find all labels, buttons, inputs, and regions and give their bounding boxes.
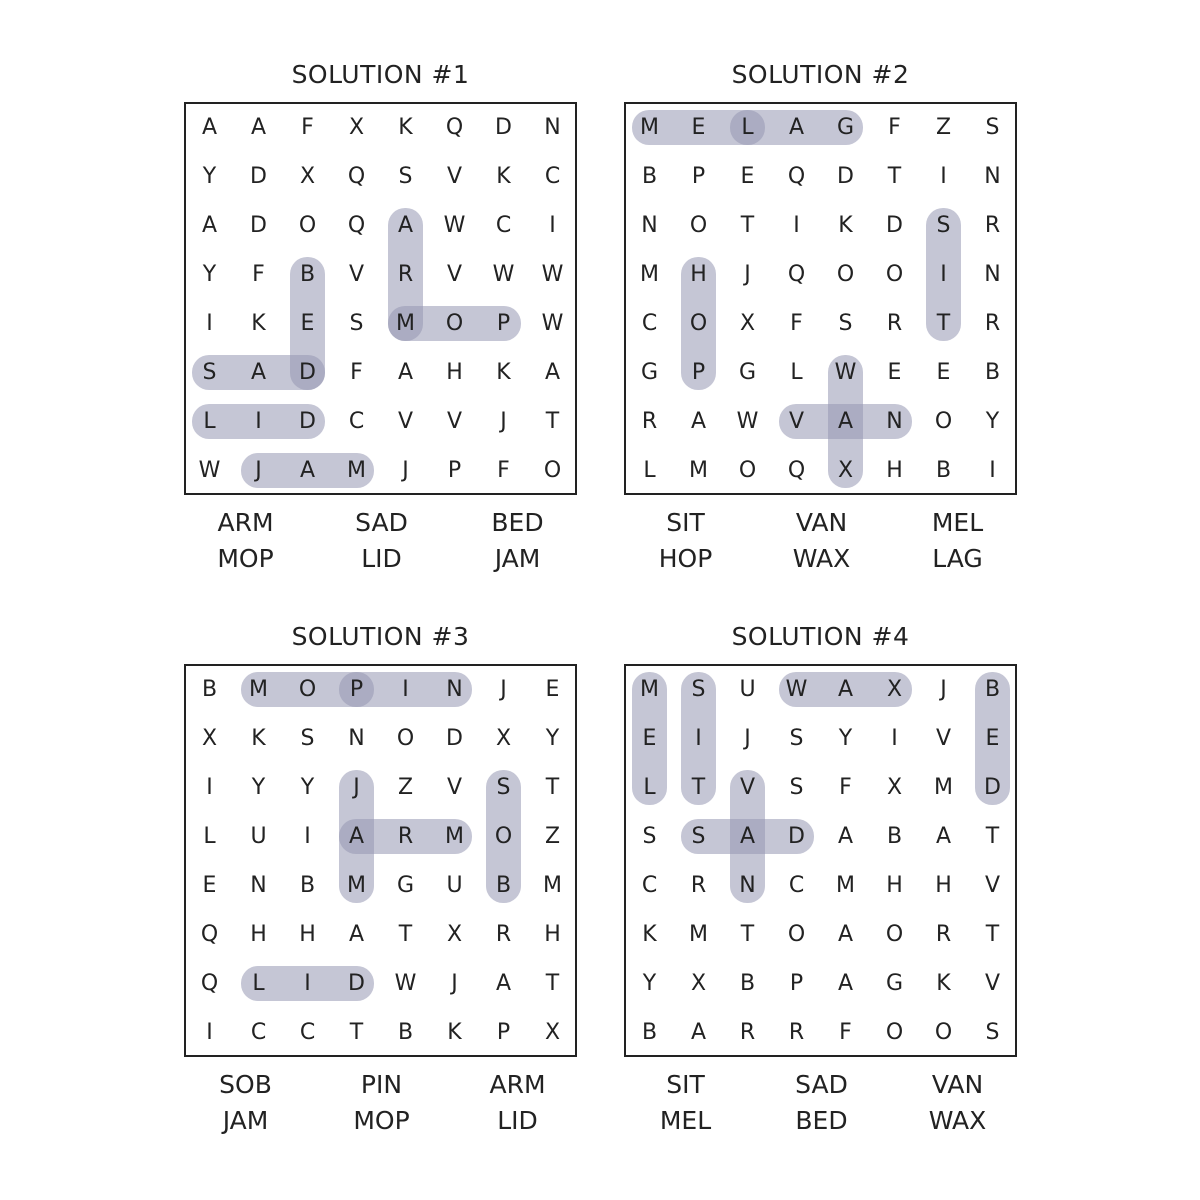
grid-letter[interactable]: Y	[838, 726, 853, 751]
word-list-item: BED	[491, 508, 544, 537]
grid-letter[interactable]: I	[206, 311, 213, 336]
grid-letter[interactable]: A	[837, 922, 854, 947]
word-list-item: SIT	[666, 1070, 705, 1099]
word-list-item: SAD	[795, 1070, 848, 1099]
grid-letter[interactable]: B	[886, 824, 903, 849]
grid-letter[interactable]: J	[451, 971, 458, 996]
grid-letter[interactable]: C	[544, 164, 561, 189]
grid-letter[interactable]: C	[788, 873, 805, 898]
grid-letter[interactable]: R	[641, 409, 658, 434]
word-list-item: SOB	[219, 1070, 272, 1099]
grid-letter[interactable]: S	[398, 164, 413, 189]
grid-letter[interactable]: Z	[544, 824, 561, 849]
grid-letter[interactable]: F	[252, 262, 265, 287]
grid-letter[interactable]: W	[443, 213, 466, 238]
grid-letter[interactable]: D	[299, 409, 316, 434]
grid-letter[interactable]: O	[885, 262, 904, 287]
grid-letter[interactable]: L	[203, 409, 216, 434]
grid-letter[interactable]: T	[545, 409, 560, 434]
grid-letter[interactable]: S	[349, 311, 364, 336]
grid-letter[interactable]: H	[446, 360, 463, 385]
grid-letter[interactable]: S	[936, 213, 951, 238]
grid-letter[interactable]: I	[793, 213, 800, 238]
puzzle-4	[624, 617, 1017, 1157]
grid-letter[interactable]: S	[496, 775, 511, 800]
grid-letter[interactable]: S	[789, 726, 804, 751]
grid-letter[interactable]: K	[496, 360, 511, 385]
grid-letter[interactable]: E	[202, 873, 217, 898]
grid-letter[interactable]: F	[350, 360, 363, 385]
grid-letter[interactable]: O	[689, 213, 708, 238]
puzzle-title: SOLUTION #2	[731, 60, 910, 89]
grid-letter[interactable]: G	[836, 115, 855, 140]
grid-letter[interactable]: X	[837, 458, 854, 483]
grid-letter[interactable]: J	[744, 726, 751, 751]
grid-letter[interactable]: E	[887, 360, 902, 385]
grid-letter[interactable]: M	[934, 775, 953, 800]
grid-letter[interactable]: A	[935, 824, 952, 849]
grid-letter[interactable]: Y	[202, 164, 217, 189]
grid-letter[interactable]: P	[496, 1020, 511, 1045]
grid-letter[interactable]: R	[397, 262, 414, 287]
grid-letter[interactable]: M	[836, 873, 855, 898]
grid-letter[interactable]: R	[495, 922, 512, 947]
grid-letter[interactable]: S	[838, 311, 853, 336]
grid-letter[interactable]: G	[885, 971, 904, 996]
grid-letter[interactable]: L	[741, 115, 754, 140]
grid-letter[interactable]: H	[935, 873, 952, 898]
grid-letter[interactable]: D	[788, 824, 805, 849]
grid-letter[interactable]: S	[985, 1020, 1000, 1045]
grid-letter[interactable]: J	[940, 677, 947, 702]
grid-letter[interactable]: V	[446, 262, 463, 287]
grid-letter[interactable]: A	[250, 360, 267, 385]
grid-letter[interactable]: J	[500, 409, 507, 434]
grid-letter[interactable]: R	[984, 213, 1001, 238]
grid-letter[interactable]: I	[940, 164, 947, 189]
grid-letter[interactable]: N	[250, 873, 267, 898]
grid-letter[interactable]: I	[304, 824, 311, 849]
grid-letter[interactable]: L	[643, 458, 656, 483]
grid-letter[interactable]: O	[298, 677, 317, 702]
grid-letter[interactable]: K	[936, 971, 951, 996]
grid-letter[interactable]: E	[936, 360, 951, 385]
grid-letter[interactable]: E	[740, 164, 755, 189]
grid-letter[interactable]: S	[691, 677, 706, 702]
grid-letter[interactable]: A	[495, 971, 512, 996]
grid-letter[interactable]: Y	[202, 262, 217, 287]
grid-letter[interactable]: H	[886, 873, 903, 898]
grid-letter[interactable]: D	[250, 164, 267, 189]
grid-letter[interactable]: T	[740, 213, 755, 238]
grid-letter[interactable]: P	[691, 164, 706, 189]
grid-letter[interactable]: M	[640, 262, 659, 287]
grid-letter[interactable]: X	[690, 971, 707, 996]
grid-letter[interactable]: B	[495, 873, 512, 898]
word-list	[184, 505, 577, 595]
grid-letter[interactable]: V	[397, 409, 414, 434]
grid-letter[interactable]: B	[984, 360, 1001, 385]
grid-letter[interactable]: X	[299, 164, 316, 189]
grid-letter[interactable]: D	[446, 726, 463, 751]
grid-letter[interactable]: V	[788, 409, 805, 434]
grid-letter[interactable]: W	[736, 409, 759, 434]
word-list-item: WAX	[792, 544, 851, 573]
grid-letter[interactable]: W	[492, 262, 515, 287]
grid-letter[interactable]: W	[541, 262, 564, 287]
grid-letter[interactable]: Y	[300, 775, 315, 800]
grid-letter[interactable]: K	[642, 922, 657, 947]
grid-letter[interactable]: V	[935, 726, 952, 751]
grid-letter[interactable]: O	[885, 1020, 904, 1045]
grid-letter[interactable]: X	[201, 726, 218, 751]
grid-letter[interactable]: U	[250, 824, 267, 849]
grid-letter[interactable]: R	[739, 1020, 756, 1045]
grid-letter[interactable]: Q	[347, 164, 366, 189]
grid-letter[interactable]: W	[394, 971, 417, 996]
grid-letter[interactable]: T	[936, 311, 951, 336]
grid-letter[interactable]: U	[739, 677, 756, 702]
puzzle-2	[624, 55, 1017, 595]
grid-letter[interactable]: M	[249, 677, 268, 702]
grid-letter[interactable]: C	[495, 213, 512, 238]
grid-letter[interactable]: B	[299, 873, 316, 898]
grid-letter[interactable]: D	[837, 164, 854, 189]
grid-letter[interactable]: N	[348, 726, 365, 751]
grid-letter[interactable]: M	[347, 873, 366, 898]
grid-letter[interactable]: V	[446, 409, 463, 434]
grid-letter[interactable]: O	[445, 311, 464, 336]
grid-letter[interactable]: M	[396, 311, 415, 336]
grid-letter[interactable]: B	[984, 677, 1001, 702]
grid-letter[interactable]: I	[255, 409, 262, 434]
grid-letter[interactable]: H	[690, 262, 707, 287]
grid-letter[interactable]: A	[348, 824, 365, 849]
grid-letter[interactable]: O	[396, 726, 415, 751]
grid-letter[interactable]: X	[886, 677, 903, 702]
puzzle-title: SOLUTION #3	[291, 622, 470, 651]
grid-letter[interactable]: O	[689, 311, 708, 336]
grid-letter[interactable]: H	[886, 458, 903, 483]
word-list-item: LID	[497, 1106, 538, 1135]
word-list-item: VAN	[931, 1070, 984, 1099]
grid-letter[interactable]: N	[544, 115, 561, 140]
grid-letter[interactable]: A	[544, 360, 561, 385]
grid-letter[interactable]: H	[250, 922, 267, 947]
grid-letter[interactable]: Z	[397, 775, 414, 800]
grid-letter[interactable]: M	[640, 677, 659, 702]
grid-letter[interactable]: U	[446, 873, 463, 898]
word-list-item: MOP	[217, 544, 274, 573]
grid-letter[interactable]: Q	[200, 922, 219, 947]
grid-letter[interactable]: R	[935, 922, 952, 947]
grid-letter[interactable]: M	[689, 922, 708, 947]
grid-letter[interactable]: J	[500, 677, 507, 702]
grid-letter[interactable]: C	[299, 1020, 316, 1045]
grid-letter[interactable]: X	[739, 311, 756, 336]
grid-letter[interactable]: L	[252, 971, 265, 996]
puzzle-title: SOLUTION #4	[731, 622, 910, 651]
grid-letter[interactable]: O	[494, 824, 513, 849]
grid-letter[interactable]: D	[299, 360, 316, 385]
grid-letter[interactable]: P	[496, 311, 511, 336]
grid-letter[interactable]: Q	[445, 115, 464, 140]
grid-letter[interactable]: O	[885, 922, 904, 947]
grid-letter[interactable]: I	[206, 775, 213, 800]
grid-letter[interactable]: Q	[787, 164, 806, 189]
word-list-item: VAN	[795, 508, 848, 537]
grid-letter[interactable]: B	[641, 1020, 658, 1045]
grid-letter[interactable]: A	[397, 360, 414, 385]
grid-letter[interactable]: B	[299, 262, 316, 287]
letter-grid	[624, 664, 1017, 1057]
grid-letter[interactable]: A	[739, 824, 756, 849]
grid-letter[interactable]: X	[544, 1020, 561, 1045]
grid-letter[interactable]: Y	[545, 726, 560, 751]
grid-letter[interactable]: D	[495, 115, 512, 140]
grid-letter[interactable]: A	[299, 458, 316, 483]
grid-letter[interactable]: T	[740, 922, 755, 947]
grid-letter[interactable]: G	[640, 360, 659, 385]
grid-letter[interactable]: B	[641, 164, 658, 189]
grid-letter[interactable]: V	[984, 873, 1001, 898]
word-list-item: SIT	[666, 508, 705, 537]
grid-letter[interactable]: T	[398, 922, 413, 947]
grid-letter[interactable]: O	[836, 262, 855, 287]
grid-letter[interactable]: L	[790, 360, 803, 385]
grid-letter[interactable]: J	[402, 458, 409, 483]
grid-letter[interactable]: B	[397, 1020, 414, 1045]
word-list	[184, 1067, 577, 1157]
grid-letter[interactable]: R	[690, 873, 707, 898]
grid-letter[interactable]: A	[788, 115, 805, 140]
grid-letter[interactable]: A	[397, 213, 414, 238]
grid-letter[interactable]: V	[446, 775, 463, 800]
grid-letter[interactable]: O	[787, 922, 806, 947]
grid-letter[interactable]: Y	[642, 971, 657, 996]
grid-letter[interactable]: F	[839, 1020, 852, 1045]
grid-letter[interactable]: A	[348, 922, 365, 947]
grid-letter[interactable]: Y	[251, 775, 266, 800]
grid-letter[interactable]: O	[738, 458, 757, 483]
grid-letter[interactable]: S	[642, 824, 657, 849]
word-list-item: SAD	[355, 508, 408, 537]
grid-letter[interactable]: K	[398, 115, 413, 140]
grid-letter[interactable]: B	[201, 677, 218, 702]
grid-letter[interactable]: P	[691, 360, 706, 385]
grid-letter[interactable]: A	[690, 1020, 707, 1045]
grid-letter[interactable]: L	[203, 824, 216, 849]
grid-letter[interactable]: N	[984, 262, 1001, 287]
grid-letter[interactable]: X	[348, 115, 365, 140]
grid-letter[interactable]: H	[299, 922, 316, 947]
word-list	[624, 505, 1017, 595]
grid-letter[interactable]: N	[641, 213, 658, 238]
word-list-item: MEL	[931, 508, 984, 537]
grid-letter[interactable]: F	[497, 458, 510, 483]
grid-letter[interactable]: T	[985, 922, 1000, 947]
grid-letter[interactable]: E	[985, 726, 1000, 751]
grid-letter[interactable]: K	[496, 164, 511, 189]
grid-letter[interactable]: M	[543, 873, 562, 898]
grid-letter[interactable]: P	[349, 677, 364, 702]
grid-letter[interactable]: F	[888, 115, 901, 140]
grid-letter[interactable]: W	[785, 677, 808, 702]
grid-letter[interactable]: B	[739, 971, 756, 996]
grid-letter[interactable]: Z	[935, 115, 952, 140]
grid-letter[interactable]: G	[396, 873, 415, 898]
grid-letter[interactable]: F	[839, 775, 852, 800]
grid-letter[interactable]: Q	[787, 262, 806, 287]
grid-letter[interactable]: Q	[200, 971, 219, 996]
grid-letter[interactable]: X	[886, 775, 903, 800]
grid-letter[interactable]: C	[641, 311, 658, 336]
grid-letter[interactable]: A	[837, 971, 854, 996]
grid-letter[interactable]: A	[201, 213, 218, 238]
grid-letter[interactable]: S	[300, 726, 315, 751]
grid-letter[interactable]: I	[206, 1020, 213, 1045]
word-list	[624, 1067, 1017, 1157]
word-list-item: ARM	[217, 508, 274, 537]
grid-letter[interactable]: M	[347, 458, 366, 483]
grid-letter[interactable]: K	[251, 311, 266, 336]
grid-letter[interactable]: C	[348, 409, 365, 434]
grid-letter[interactable]: W	[198, 458, 221, 483]
grid-letter[interactable]: R	[984, 311, 1001, 336]
grid-letter[interactable]: O	[543, 458, 562, 483]
grid-letter[interactable]: I	[304, 971, 311, 996]
grid-letter[interactable]: I	[402, 677, 409, 702]
grid-letter[interactable]: T	[691, 775, 706, 800]
grid-letter[interactable]: T	[349, 1020, 364, 1045]
grid-letter[interactable]: D	[886, 213, 903, 238]
grid-letter[interactable]: W	[541, 311, 564, 336]
grid-letter[interactable]: W	[834, 360, 857, 385]
grid-letter[interactable]: X	[495, 726, 512, 751]
grid-letter[interactable]: Q	[347, 213, 366, 238]
puzzle-3	[184, 617, 577, 1157]
grid-letter[interactable]: D	[984, 775, 1001, 800]
grid-letter[interactable]: N	[446, 677, 463, 702]
grid-letter[interactable]: V	[739, 775, 756, 800]
grid-letter[interactable]: N	[886, 409, 903, 434]
grid-letter[interactable]: R	[788, 1020, 805, 1045]
grid-letter[interactable]: N	[984, 164, 1001, 189]
word-list-item: WAX	[928, 1106, 987, 1135]
grid-letter[interactable]: H	[544, 922, 561, 947]
grid-letter[interactable]: K	[447, 1020, 462, 1045]
word-list-item: PIN	[360, 1070, 403, 1099]
grid-letter[interactable]: Q	[787, 458, 806, 483]
letter-grid	[184, 102, 577, 495]
grid-letter[interactable]: I	[989, 458, 996, 483]
grid-letter[interactable]: D	[348, 971, 365, 996]
grid-letter[interactable]: O	[934, 409, 953, 434]
grid-letter[interactable]: P	[789, 971, 804, 996]
word-list-item: MEL	[659, 1106, 712, 1135]
grid-letter[interactable]: G	[738, 360, 757, 385]
grid-letter[interactable]: S	[691, 824, 706, 849]
grid-letter[interactable]: I	[549, 213, 556, 238]
grid-letter[interactable]: J	[744, 262, 751, 287]
grid-letter[interactable]: M	[445, 824, 464, 849]
grid-letter[interactable]: L	[643, 775, 656, 800]
grid-letter[interactable]: K	[251, 726, 266, 751]
grid-letter[interactable]: R	[397, 824, 414, 849]
grid-letter[interactable]: J	[255, 458, 262, 483]
grid-letter[interactable]: I	[695, 726, 702, 751]
word-list-item: LID	[361, 544, 402, 573]
grid-letter[interactable]: T	[545, 971, 560, 996]
grid-letter[interactable]: E	[545, 677, 560, 702]
grid-letter[interactable]: F	[301, 115, 314, 140]
grid-letter[interactable]: F	[790, 311, 803, 336]
grid-letter[interactable]: V	[348, 262, 365, 287]
word-list-item: JAM	[494, 544, 541, 573]
letter-grid	[624, 102, 1017, 495]
word-list-item: JAM	[222, 1106, 269, 1135]
grid-letter[interactable]: A	[837, 409, 854, 434]
grid-letter[interactable]: O	[934, 1020, 953, 1045]
grid-letter[interactable]: T	[545, 775, 560, 800]
grid-letter[interactable]: S	[202, 360, 217, 385]
grid-letter[interactable]: C	[641, 873, 658, 898]
grid-letter[interactable]: O	[298, 213, 317, 238]
grid-letter[interactable]: S	[985, 115, 1000, 140]
grid-letter[interactable]: V	[446, 164, 463, 189]
grid-letter[interactable]: S	[789, 775, 804, 800]
grid-letter[interactable]: J	[353, 775, 360, 800]
grid-letter[interactable]: A	[837, 824, 854, 849]
puzzle-1	[184, 55, 577, 595]
grid-letter[interactable]: Y	[985, 409, 1000, 434]
grid-letter[interactable]: A	[690, 409, 707, 434]
grid-letter[interactable]: C	[250, 1020, 267, 1045]
puzzle-title: SOLUTION #1	[291, 60, 470, 89]
grid-letter[interactable]: A	[201, 115, 218, 140]
grid-letter[interactable]: M	[689, 458, 708, 483]
grid-letter[interactable]: T	[887, 164, 902, 189]
grid-letter[interactable]: V	[984, 971, 1001, 996]
grid-letter[interactable]: A	[837, 677, 854, 702]
grid-letter[interactable]: K	[838, 213, 853, 238]
grid-letter[interactable]: R	[886, 311, 903, 336]
grid-letter[interactable]: M	[640, 115, 659, 140]
grid-letter[interactable]: E	[300, 311, 315, 336]
word-list-item: HOP	[658, 544, 713, 573]
grid-letter[interactable]: T	[985, 824, 1000, 849]
word-list-item: BED	[795, 1106, 848, 1135]
grid-letter[interactable]: X	[446, 922, 463, 947]
grid-letter[interactable]: I	[891, 726, 898, 751]
grid-letter[interactable]: E	[642, 726, 657, 751]
grid-letter[interactable]: N	[739, 873, 756, 898]
letter-grid	[184, 664, 577, 1057]
grid-letter[interactable]: I	[940, 262, 947, 287]
word-list-item: LAG	[932, 544, 983, 573]
word-list-item: ARM	[489, 1070, 546, 1099]
grid-letter[interactable]: A	[250, 115, 267, 140]
grid-letter[interactable]: E	[691, 115, 706, 140]
grid-letter[interactable]: B	[935, 458, 952, 483]
grid-letter[interactable]: D	[250, 213, 267, 238]
grid-letter[interactable]: P	[447, 458, 462, 483]
word-list-item: MOP	[353, 1106, 410, 1135]
